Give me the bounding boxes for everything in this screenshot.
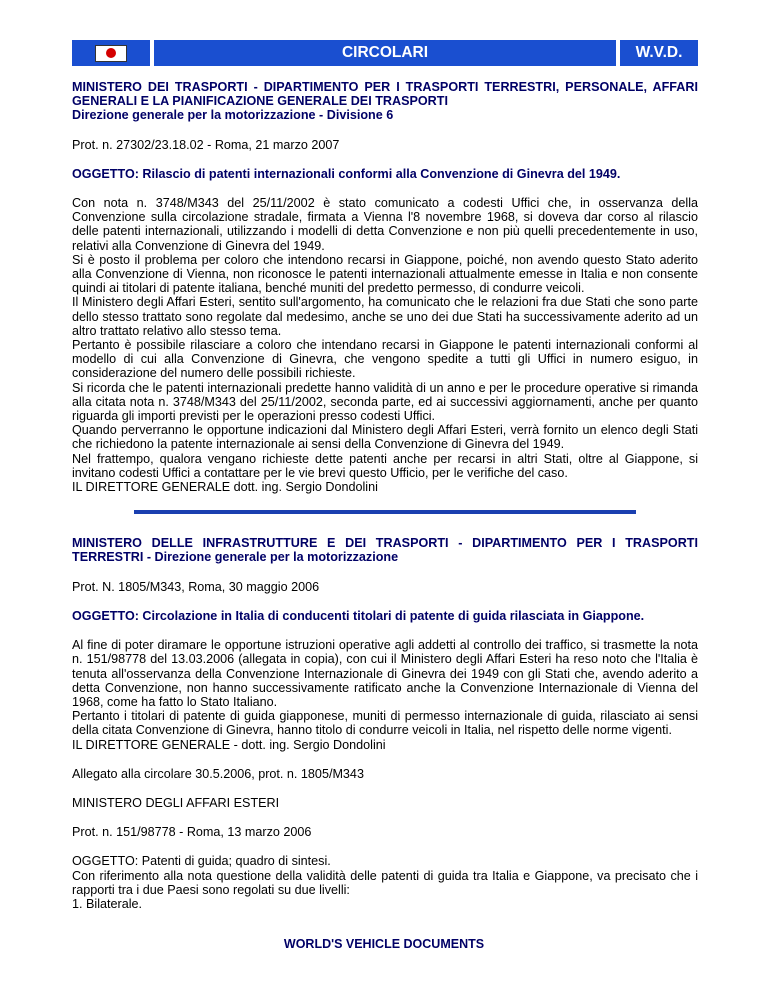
paragraph: Nel frattempo, qualora vengano richieste dette patenti anche per recarsi in altri Stati, oltre al Giappone, si invitano codesti Uffici a contattare per le vie brevi questo Ufficio, per le verifiche del caso.: [72, 451, 698, 480]
section-divider: [134, 510, 636, 514]
subject-line: OGGETTO: Circolazione in Italia di conducenti titolari di patente di guida rilasciata in Giappone.: [72, 608, 645, 623]
paragraph: Quando perverranno le opportune indicazioni dal Ministero degli Affari Esteri, verrà fornito un elenco degli Stati che richiedono la patente internazionale ai sensi della Convenzione di Ginevra del 1949.: [72, 423, 698, 452]
header-title: CIRCOLARI: [154, 40, 616, 66]
paragraph: Si è posto il problema per coloro che intendono recarsi in Giappone, poiché, non avendo questo Stato aderito alla Convenzione di Vienna, non riconosce le patenti internazionali attualmente emesse in Italia e non consente quindi ai titolari di patente italiana, benché muniti del predetto permesso, di condurre veicoli.: [72, 252, 698, 296]
paragraph: 1. Bilaterale.: [72, 896, 143, 911]
circular-text: [72, 638, 698, 752]
attachment-line: Allegato alla circolare 30.5.2006, prot. n. 1805/M343: [72, 766, 364, 781]
header-code: W.V.D.: [620, 40, 698, 66]
paragraph: Pertanto è possibile rilasciare a coloro che intendano recarsi in Giappone le patenti internazionali conformi al modello di cui alla Convenzione di Ginevra, che vengono spedite a tutti gli Uffici in numero esiguo, in considerazione del numero delle possibili richieste.: [72, 338, 698, 381]
flag-cell: [72, 40, 150, 66]
paragraph: Con nota n. 3748/M343 del 25/11/2002 è stato comunicato a codesti Uffici che, in osservanza della Convenzione sulla circolazione stradale, firmata a Vienna l'8 novembre 1968, si doveva dar corso al rilascio delle patenti internazionali, utilizzando i modelli di detta Convenzione e non più quelli precedentemente in uso, relativi alla Convenzione di Ginevra del 1949.: [72, 196, 698, 253]
ministry-subheading: Direzione generale per la motorizzazione - Divisione 6: [72, 108, 394, 123]
paragraph: Pertanto i titolari di patente di guida giapponese, muniti di permesso internazionale di guida, rilasciato ai sensi della citata Convenzione di Ginevra, hanno titolo di condurre veicoli in Italia, nel rispetto delle norme vigenti.: [72, 709, 698, 738]
header-bar: [72, 40, 698, 66]
protocol-line: Prot. n. 27302/23.18.02 - Roma, 21 marzo 2007: [72, 137, 340, 152]
flag-red-disc: [106, 48, 116, 58]
footer-text: WORLD'S VEHICLE DOCUMENTS: [283, 937, 485, 951]
paragraph: Al fine di poter diramare le opportune istruzioni operative agli addetti al controllo dei traffico, si trasmette la nota n. 151/98778 del 13.03.2006 (allegata in copia), con cui il Ministero degli Affari Esteri ha reso noto che l'Italia è tenuta all'osservanza della Convenzione Internazionale di Ginevra dei 1949 con gli Stati che, avendo aderito a detta Convenzione, non hanno successivamente ratificato anche la Convenzione Internazionale di Vienna del 1968, come ha fatto lo Stato Italiano.: [72, 638, 698, 709]
paragraph: OGGETTO: Patenti di guida; quadro di sintesi.: [72, 854, 331, 869]
note-text: [72, 854, 698, 911]
protocol-line: Prot. n. 151/98778 - Roma, 13 marzo 2006: [72, 825, 312, 840]
japan-flag-icon: [95, 45, 127, 62]
circular-text: [72, 196, 698, 494]
ministry-heading: MINISTERO DELLE INFRASTRUTTURE E DEI TRASPORTI - DIPARTIMENTO PER I TRASPORTI TERRESTRI - Direzione generale per la motorizzazione: [72, 536, 698, 565]
document-body: [72, 80, 698, 911]
paragraph: Il Ministero degli Affari Esteri, sentito sull'argomento, ha comunicato che le relazioni fra due Stati che sono parte dello stesso trattato sono regolate dal medesimo, anche se uno dei due Stati ha successivamente aderito ad un altro trattato relativo allo stesso tema.: [72, 295, 698, 338]
signature: IL DIRETTORE GENERALE - dott. ing. Sergio Dondolini: [72, 737, 386, 752]
signature: IL DIRETTORE GENERALE dott. ing. Sergio Dondolini: [72, 480, 378, 495]
subject-line: OGGETTO: Rilascio di patenti internazionali conformi alla Convenzione di Ginevra del 1949.: [72, 166, 621, 181]
protocol-line: Prot. N. 1805/M343, Roma, 30 maggio 2006: [72, 579, 320, 594]
paragraph: Si ricorda che le patenti internazionali predette hanno validità di un anno e per le procedure operative si rimanda alla citata nota n. 3748/M343 del 25/11/2002, seconda parte, ed ai successivi aggiornamenti, anche per quanto riguarda gli importi previsti per le operazioni presso codesti Uffici.: [72, 380, 698, 424]
paragraph: Con riferimento alla nota questione della validità delle patenti di guida tra Italia e Giappone, va precisato che i rapporti tra i due Paesi sono regolati su due livelli:: [72, 868, 698, 897]
ministry-heading: MINISTERO DEI TRASPORTI - DIPARTIMENTO PER I TRASPORTI TERRESTRI, PERSONALE, AFFARI GENERALI E LA PIANIFICAZIONE GENERALE DEI TRASPORTI: [72, 80, 698, 109]
foreign-ministry-heading: MINISTERO DEGLI AFFARI ESTERI: [72, 795, 280, 810]
